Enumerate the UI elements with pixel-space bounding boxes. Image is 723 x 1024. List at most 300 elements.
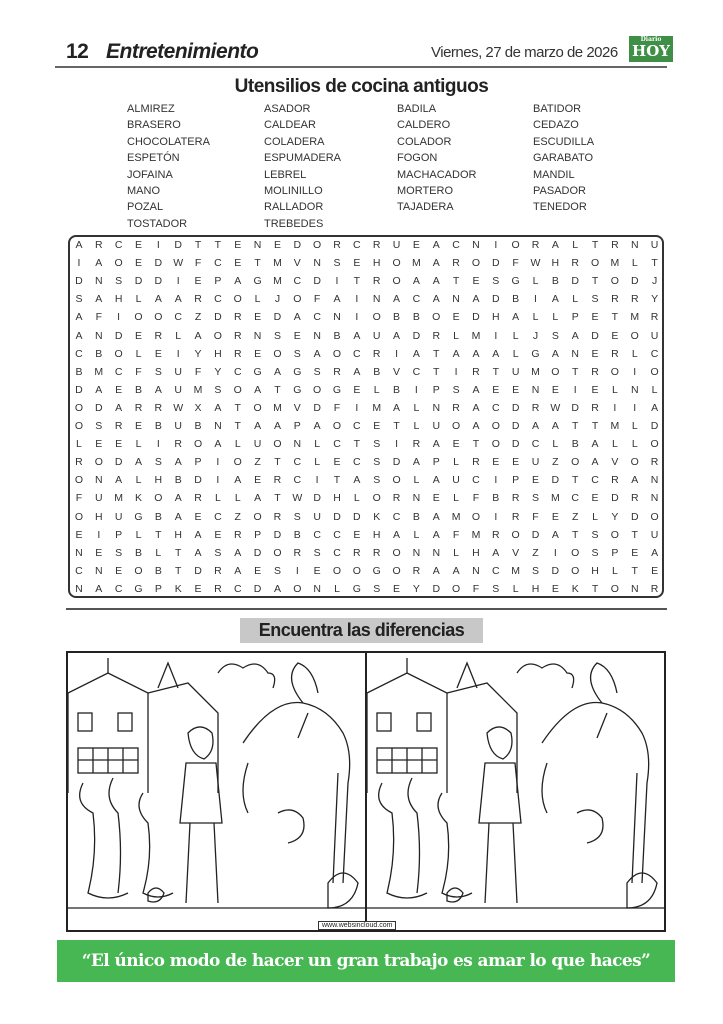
grid-letter[interactable]: U <box>650 239 659 251</box>
grid-letter[interactable]: F <box>512 257 519 270</box>
grid-letter[interactable]: A <box>154 293 162 306</box>
grid-letter[interactable]: S <box>273 329 281 342</box>
grid-letter[interactable]: O <box>571 564 580 577</box>
grid-letter[interactable]: U <box>253 438 262 451</box>
grid-letter[interactable]: A <box>174 492 182 505</box>
grid-letter[interactable]: B <box>134 546 142 559</box>
grid-letter[interactable]: W <box>530 257 541 270</box>
grid-letter[interactable]: D <box>114 456 123 469</box>
grid-letter[interactable]: L <box>234 438 241 451</box>
grid-letter[interactable]: N <box>432 401 441 414</box>
grid-letter[interactable]: A <box>194 329 202 342</box>
grid-letter[interactable]: A <box>432 239 440 251</box>
grid-letter[interactable]: E <box>591 492 599 505</box>
grid-letter[interactable]: L <box>353 492 360 505</box>
grid-letter[interactable]: N <box>313 329 321 342</box>
grid-letter[interactable]: A <box>412 456 420 469</box>
grid-letter[interactable]: O <box>134 564 143 577</box>
grid-letter[interactable]: A <box>432 528 440 541</box>
grid-letter[interactable]: S <box>293 347 301 360</box>
grid-letter[interactable]: A <box>293 311 301 324</box>
grid-letter[interactable]: B <box>512 293 520 306</box>
grid-letter[interactable]: E <box>551 383 559 396</box>
grid-letter[interactable]: L <box>592 510 598 523</box>
grid-letter[interactable]: L <box>413 528 420 541</box>
grid-letter[interactable]: A <box>234 564 242 577</box>
grid-letter[interactable]: L <box>572 293 579 306</box>
grid-letter[interactable]: A <box>591 456 599 469</box>
grid-letter[interactable]: S <box>373 456 381 469</box>
grid-letter[interactable]: D <box>253 582 262 595</box>
grid-letter[interactable]: R <box>412 564 421 577</box>
grid-letter[interactable]: A <box>353 365 361 378</box>
grid-letter[interactable]: E <box>353 383 361 396</box>
grid-letter[interactable]: G <box>293 383 302 396</box>
grid-letter[interactable]: K <box>134 492 142 505</box>
grid-letter[interactable]: A <box>353 329 361 342</box>
grid-letter[interactable]: Z <box>552 456 559 469</box>
grid-letter[interactable]: R <box>134 401 143 414</box>
grid-letter[interactable]: E <box>134 329 142 342</box>
grid-letter[interactable]: N <box>650 492 659 505</box>
grid-letter[interactable]: S <box>95 420 103 432</box>
grid-letter[interactable]: I <box>77 257 81 270</box>
grid-letter[interactable]: R <box>412 438 421 451</box>
grid-letter[interactable]: P <box>293 420 301 432</box>
grid-letter[interactable]: U <box>531 456 540 469</box>
grid-letter[interactable]: A <box>651 546 659 559</box>
grid-letter[interactable]: E <box>373 420 381 432</box>
grid-letter[interactable]: S <box>154 365 162 378</box>
grid-letter[interactable]: N <box>432 546 441 559</box>
grid-letter[interactable]: Y <box>412 582 420 595</box>
grid-letter[interactable]: T <box>274 492 281 505</box>
grid-letter[interactable]: A <box>313 420 321 432</box>
grid-letter[interactable]: M <box>94 365 104 378</box>
grid-letter[interactable]: F <box>135 365 142 378</box>
grid-letter[interactable]: C <box>75 347 83 360</box>
grid-letter[interactable]: T <box>452 275 460 288</box>
grid-letter[interactable]: R <box>154 401 163 414</box>
grid-letter[interactable]: D <box>491 257 500 270</box>
grid-letter[interactable]: L <box>453 546 459 559</box>
grid-letter[interactable]: A <box>174 456 182 469</box>
grid-letter[interactable]: T <box>174 546 182 559</box>
grid-letter[interactable]: E <box>115 438 123 451</box>
grid-letter[interactable]: E <box>591 311 599 324</box>
grid-letter[interactable]: M <box>193 383 203 396</box>
grid-letter[interactable]: N <box>531 383 540 396</box>
grid-letter[interactable]: D <box>154 257 163 270</box>
grid-letter[interactable]: T <box>353 438 361 451</box>
grid-letter[interactable]: L <box>631 438 638 451</box>
grid-letter[interactable]: F <box>472 582 480 595</box>
grid-letter[interactable]: B <box>95 347 103 360</box>
grid-letter[interactable]: E <box>134 420 142 432</box>
grid-letter[interactable]: B <box>134 383 142 396</box>
grid-letter[interactable]: A <box>174 510 182 523</box>
grid-letter[interactable]: C <box>333 438 341 451</box>
grid-letter[interactable]: A <box>512 311 520 324</box>
grid-letter[interactable]: O <box>213 329 222 342</box>
grid-letter[interactable]: T <box>591 239 599 251</box>
grid-letter[interactable]: N <box>313 582 321 595</box>
grid-letter[interactable]: E <box>194 510 202 523</box>
grid-letter[interactable]: J <box>651 275 658 288</box>
grid-letter[interactable]: F <box>452 528 460 541</box>
grid-letter[interactable]: L <box>552 438 559 451</box>
grid-letter[interactable]: M <box>610 420 620 432</box>
grid-letter[interactable]: R <box>452 401 460 414</box>
grid-letter[interactable]: O <box>392 546 401 559</box>
grid-letter[interactable]: R <box>630 492 639 505</box>
grid-letter[interactable]: K <box>174 582 182 595</box>
grid-letter[interactable]: L <box>631 257 638 270</box>
grid-letter[interactable]: G <box>372 564 381 577</box>
grid-letter[interactable]: T <box>571 528 579 541</box>
grid-letter[interactable]: R <box>333 239 341 251</box>
grid-letter[interactable]: P <box>512 474 520 487</box>
grid-letter[interactable]: E <box>393 582 401 595</box>
grid-letter[interactable]: O <box>511 528 520 541</box>
grid-letter[interactable]: E <box>512 456 520 469</box>
grid-letter[interactable]: F <box>75 492 83 505</box>
grid-letter[interactable]: C <box>452 239 460 251</box>
grid-letter[interactable]: N <box>293 438 302 451</box>
grid-letter[interactable]: T <box>472 438 480 451</box>
grid-letter[interactable]: R <box>531 239 540 251</box>
grid-letter[interactable]: A <box>214 438 222 451</box>
grid-letter[interactable]: E <box>273 239 281 251</box>
grid-letter[interactable]: D <box>94 401 103 414</box>
grid-letter[interactable]: I <box>553 546 557 559</box>
grid-letter[interactable]: B <box>174 474 182 487</box>
grid-letter[interactable]: C <box>293 474 302 487</box>
grid-letter[interactable]: R <box>233 329 242 342</box>
grid-letter[interactable]: Y <box>194 347 202 360</box>
grid-letter[interactable]: N <box>94 329 103 342</box>
grid-letter[interactable]: G <box>253 365 262 378</box>
grid-letter[interactable]: N <box>94 564 103 577</box>
grid-letter[interactable]: G <box>293 365 302 378</box>
grid-letter[interactable]: O <box>452 582 461 595</box>
grid-letter[interactable]: J <box>532 329 539 342</box>
grid-letter[interactable]: L <box>334 582 340 595</box>
grid-letter[interactable]: C <box>214 510 222 523</box>
grid-letter[interactable]: S <box>492 275 500 288</box>
grid-letter[interactable]: C <box>650 347 659 360</box>
grid-letter[interactable]: B <box>373 365 381 378</box>
grid-letter[interactable]: R <box>273 510 282 523</box>
grid-letter[interactable]: L <box>631 420 638 432</box>
grid-letter[interactable]: L <box>552 311 559 324</box>
grid-letter[interactable]: A <box>651 401 659 414</box>
grid-letter[interactable]: U <box>94 492 103 505</box>
grid-letter[interactable]: I <box>414 383 418 396</box>
grid-letter[interactable]: R <box>611 239 619 251</box>
grid-letter[interactable]: B <box>393 383 401 396</box>
grid-letter[interactable]: O <box>571 546 580 559</box>
grid-letter[interactable]: R <box>75 456 83 469</box>
grid-letter[interactable]: B <box>551 275 559 288</box>
grid-letter[interactable]: R <box>591 365 599 378</box>
grid-letter[interactable]: V <box>393 365 401 378</box>
grid-letter[interactable]: I <box>355 293 359 306</box>
grid-letter[interactable]: A <box>432 564 440 577</box>
grid-letter[interactable]: R <box>194 492 202 505</box>
grid-letter[interactable]: N <box>214 420 222 432</box>
grid-letter[interactable]: I <box>494 474 498 487</box>
grid-letter[interactable]: O <box>94 456 103 469</box>
grid-letter[interactable]: Y <box>214 365 222 378</box>
grid-letter[interactable]: O <box>610 365 619 378</box>
grid-letter[interactable]: D <box>472 311 480 324</box>
grid-letter[interactable]: H <box>94 510 103 523</box>
grid-letter[interactable]: C <box>214 257 222 270</box>
grid-letter[interactable]: A <box>551 420 559 432</box>
grid-letter[interactable]: A <box>631 474 639 487</box>
grid-letter[interactable]: C <box>114 582 123 595</box>
grid-letter[interactable]: T <box>651 257 658 270</box>
grid-letter[interactable]: W <box>550 401 561 414</box>
grid-letter[interactable]: U <box>372 329 381 342</box>
grid-letter[interactable]: L <box>214 492 221 505</box>
grid-letter[interactable]: N <box>650 474 659 487</box>
grid-letter[interactable]: E <box>611 329 619 342</box>
grid-letter[interactable]: N <box>253 329 262 342</box>
grid-letter[interactable]: D <box>333 510 341 523</box>
grid-letter[interactable]: G <box>352 582 361 595</box>
grid-letter[interactable]: R <box>233 528 242 541</box>
grid-letter[interactable]: T <box>433 365 440 378</box>
grid-letter[interactable]: L <box>631 347 638 360</box>
grid-letter[interactable]: A <box>75 329 83 342</box>
grid-letter[interactable]: I <box>355 311 359 324</box>
grid-letter[interactable]: A <box>234 275 242 288</box>
grid-letter[interactable]: D <box>611 492 619 505</box>
grid-letter[interactable]: N <box>313 257 321 270</box>
grid-letter[interactable]: R <box>372 275 381 288</box>
grid-letter[interactable]: I <box>335 275 339 288</box>
grid-letter[interactable]: E <box>134 239 142 251</box>
grid-letter[interactable]: O <box>332 564 342 577</box>
grid-letter[interactable]: E <box>254 474 262 487</box>
grid-letter[interactable]: A <box>531 420 539 432</box>
grid-letter[interactable]: E <box>353 257 361 270</box>
grid-letter[interactable]: A <box>472 420 480 432</box>
grid-letter[interactable]: O <box>392 257 401 270</box>
grid-letter[interactable]: D <box>194 564 202 577</box>
grid-letter[interactable]: O <box>332 420 342 432</box>
grid-letter[interactable]: I <box>633 401 637 414</box>
grid-letter[interactable]: F <box>194 365 202 378</box>
grid-letter[interactable]: D <box>313 492 321 505</box>
grid-letter[interactable]: S <box>115 275 123 288</box>
grid-letter[interactable]: R <box>650 582 659 595</box>
grid-letter[interactable]: L <box>155 546 162 559</box>
grid-letter[interactable]: R <box>452 257 460 270</box>
grid-letter[interactable]: A <box>551 347 559 360</box>
grid-letter[interactable]: O <box>74 401 84 414</box>
illustration-left[interactable] <box>66 651 367 932</box>
grid-letter[interactable]: S <box>75 293 83 306</box>
grid-letter[interactable]: T <box>234 401 241 414</box>
grid-letter[interactable]: S <box>115 546 123 559</box>
grid-letter[interactable]: T <box>571 365 579 378</box>
grid-letter[interactable]: P <box>115 528 123 541</box>
grid-letter[interactable]: R <box>611 474 619 487</box>
grid-letter[interactable]: D <box>114 329 123 342</box>
grid-letter[interactable]: N <box>630 239 639 251</box>
grid-letter[interactable]: L <box>135 474 142 487</box>
grid-letter[interactable]: O <box>293 293 302 306</box>
grid-letter[interactable]: A <box>432 257 440 270</box>
grid-letter[interactable]: D <box>650 420 659 432</box>
grid-letter[interactable]: E <box>591 347 599 360</box>
grid-letter[interactable]: B <box>293 528 301 541</box>
grid-letter[interactable]: D <box>630 275 639 288</box>
grid-letter[interactable]: X <box>194 401 202 414</box>
grid-letter[interactable]: V <box>611 456 619 469</box>
grid-letter[interactable]: N <box>472 239 480 251</box>
grid-letter[interactable]: A <box>452 347 460 360</box>
grid-letter[interactable]: L <box>453 492 459 505</box>
grid-letter[interactable]: A <box>412 347 420 360</box>
grid-letter[interactable]: O <box>392 474 401 487</box>
grid-letter[interactable]: I <box>295 564 299 577</box>
grid-letter[interactable]: P <box>571 311 579 324</box>
grid-letter[interactable]: I <box>176 275 180 288</box>
grid-letter[interactable]: R <box>94 239 103 251</box>
grid-letter[interactable]: C <box>233 582 242 595</box>
grid-letter[interactable]: T <box>214 239 222 251</box>
grid-letter[interactable]: O <box>432 311 441 324</box>
grid-letter[interactable]: A <box>412 275 420 288</box>
grid-letter[interactable]: S <box>154 456 162 469</box>
grid-letter[interactable]: O <box>452 420 461 432</box>
grid-letter[interactable]: M <box>471 329 481 342</box>
grid-letter[interactable]: C <box>491 564 500 577</box>
grid-letter[interactable]: A <box>95 383 103 396</box>
grid-letter[interactable]: S <box>492 582 500 595</box>
grid-letter[interactable]: R <box>531 401 540 414</box>
grid-letter[interactable]: D <box>392 456 401 469</box>
grid-letter[interactable]: L <box>532 275 539 288</box>
grid-letter[interactable]: E <box>75 528 83 541</box>
grid-letter[interactable]: C <box>353 347 361 360</box>
grid-letter[interactable]: T <box>353 275 361 288</box>
grid-letter[interactable]: M <box>273 257 282 270</box>
grid-letter[interactable]: T <box>234 420 241 432</box>
grid-letter[interactable]: E <box>353 528 361 541</box>
grid-letter[interactable]: N <box>412 492 421 505</box>
grid-letter[interactable]: E <box>412 239 420 251</box>
grid-letter[interactable]: R <box>214 582 222 595</box>
grid-letter[interactable]: E <box>512 383 520 396</box>
grid-letter[interactable]: A <box>273 365 281 378</box>
grid-letter[interactable]: K <box>373 510 381 523</box>
grid-letter[interactable]: N <box>630 383 639 396</box>
grid-letter[interactable]: G <box>134 582 143 595</box>
grid-letter[interactable]: E <box>313 564 321 577</box>
grid-letter[interactable]: L <box>512 582 519 595</box>
grid-letter[interactable]: F <box>313 293 321 306</box>
grid-letter[interactable]: E <box>234 257 242 270</box>
grid-letter[interactable]: M <box>471 528 481 541</box>
grid-letter[interactable]: O <box>610 275 619 288</box>
grid-letter[interactable]: D <box>313 401 321 414</box>
grid-letter[interactable]: I <box>395 438 398 451</box>
grid-letter[interactable]: N <box>333 311 341 324</box>
grid-letter[interactable]: A <box>174 293 182 306</box>
grid-letter[interactable]: E <box>492 456 500 469</box>
grid-letter[interactable]: Z <box>571 510 579 523</box>
grid-letter[interactable]: U <box>114 510 123 523</box>
grid-letter[interactable]: N <box>75 546 83 559</box>
grid-letter[interactable]: L <box>413 420 420 432</box>
grid-letter[interactable]: O <box>193 438 203 451</box>
grid-letter[interactable]: O <box>610 528 619 541</box>
grid-letter[interactable]: C <box>114 239 123 251</box>
grid-letter[interactable]: L <box>512 347 519 360</box>
grid-letter[interactable]: G <box>253 275 262 288</box>
grid-letter[interactable]: T <box>571 420 579 432</box>
grid-letter[interactable]: E <box>432 492 440 505</box>
grid-letter[interactable]: N <box>94 275 103 288</box>
grid-letter[interactable]: E <box>651 564 659 577</box>
grid-letter[interactable]: L <box>611 383 618 396</box>
grid-letter[interactable]: B <box>154 510 162 523</box>
grid-letter[interactable]: U <box>174 383 182 396</box>
grid-letter[interactable]: M <box>451 510 461 523</box>
grid-letter[interactable]: U <box>313 510 321 523</box>
grid-letter[interactable]: I <box>216 456 220 469</box>
grid-letter[interactable]: C <box>333 528 341 541</box>
grid-letter[interactable]: E <box>452 438 460 451</box>
grid-letter[interactable]: S <box>591 293 599 306</box>
grid-letter[interactable]: D <box>313 275 321 288</box>
grid-letter[interactable]: A <box>313 347 321 360</box>
grid-letter[interactable]: I <box>633 365 637 378</box>
grid-letter[interactable]: U <box>452 474 460 487</box>
grid-letter[interactable]: C <box>491 401 500 414</box>
grid-letter[interactable]: E <box>333 456 341 469</box>
grid-letter[interactable]: A <box>472 401 480 414</box>
grid-letter[interactable]: D <box>432 582 441 595</box>
grid-letter[interactable]: A <box>154 383 162 396</box>
grid-letter[interactable]: O <box>630 456 639 469</box>
grid-letter[interactable]: F <box>194 257 202 270</box>
grid-letter[interactable]: A <box>393 329 401 342</box>
grid-letter[interactable]: R <box>472 456 480 469</box>
grid-letter[interactable]: B <box>154 420 162 432</box>
grid-letter[interactable]: L <box>135 438 142 451</box>
grid-letter[interactable]: S <box>333 257 341 270</box>
grid-letter[interactable]: G <box>531 347 540 360</box>
grid-letter[interactable]: L <box>532 311 539 324</box>
grid-letter[interactable]: E <box>194 582 202 595</box>
grid-letter[interactable]: C <box>293 456 302 469</box>
grid-letter[interactable]: D <box>75 383 83 396</box>
grid-letter[interactable]: S <box>313 546 321 559</box>
grid-letter[interactable]: A <box>75 239 83 251</box>
grid-letter[interactable]: C <box>412 365 421 378</box>
grid-letter[interactable]: T <box>194 239 202 251</box>
grid-letter[interactable]: U <box>174 420 182 432</box>
grid-letter[interactable]: A <box>393 528 401 541</box>
grid-letter[interactable]: C <box>75 564 83 577</box>
grid-letter[interactable]: C <box>353 420 361 432</box>
